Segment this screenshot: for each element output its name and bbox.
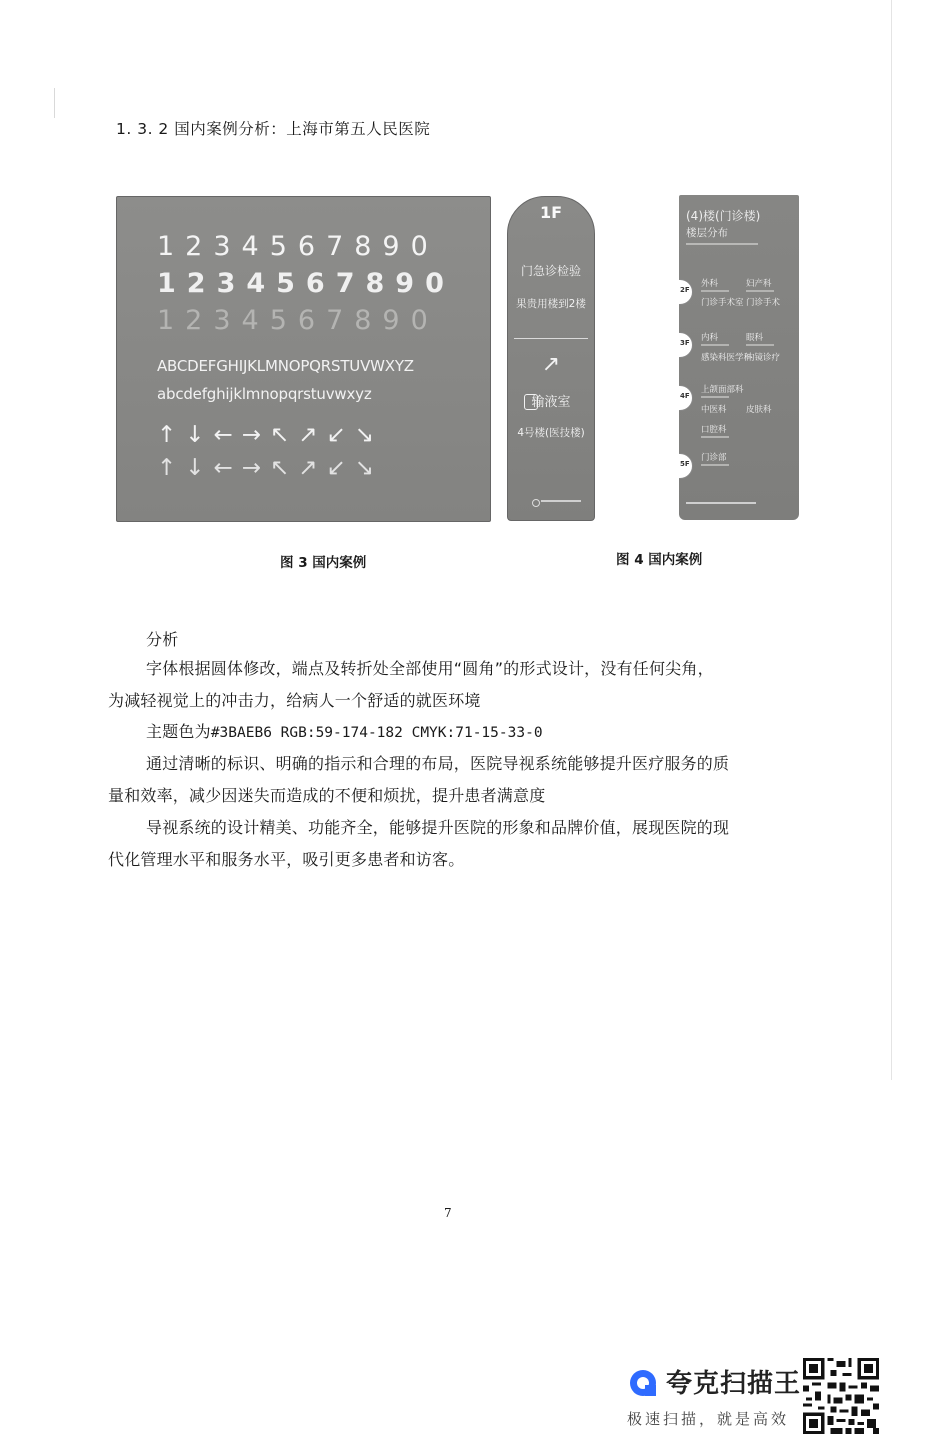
department-label: 眼科	[746, 333, 764, 343]
directory-footer-text	[686, 502, 756, 504]
sign-footer-text	[541, 500, 581, 502]
department-label: 中医科	[701, 405, 727, 415]
department-label: 内科	[701, 333, 719, 343]
sign-destination-2: 果贵用楼到2楼	[516, 298, 586, 310]
figure-3-caption: 图 3 国内案例	[280, 555, 367, 571]
page-edge-right	[891, 0, 892, 1080]
floor-tab: 4F	[679, 385, 693, 411]
digits-row-light: 1234567890	[157, 305, 439, 336]
department-label: 上颌面部科	[701, 385, 744, 395]
page-number: 7	[444, 1206, 452, 1220]
lowercase-alphabet: abcdefghijklmnopqrstuvwxyz	[157, 385, 372, 403]
floor-tab: 3F	[679, 332, 693, 358]
uppercase-alphabet: ABCDEFGHIJKLMNOPQRSTUVWXYZ	[157, 357, 414, 375]
department-label: 皮肤科	[746, 405, 772, 415]
department-subtext	[701, 464, 729, 466]
watermark-app-name: 夸克扫描王	[666, 1369, 802, 1399]
sign-divider	[514, 338, 588, 339]
department-subtext	[701, 396, 729, 398]
department-label: 内镜诊疗	[746, 353, 781, 363]
sign-destination-3: 输液室	[531, 395, 571, 410]
floor-label: 1F	[539, 203, 563, 222]
department-subtext	[701, 344, 729, 346]
department-subtext	[701, 436, 729, 438]
paragraph-1-line-1: 字体根据圆体修改，端点及转折处全部使用“圆角”的形式设计，没有任何尖角，	[146, 659, 714, 678]
arrow-up-right-icon: ↗	[541, 352, 561, 377]
floor-tab: 5F	[679, 453, 693, 479]
page-edge-left	[54, 88, 55, 118]
department-label: 外科	[701, 279, 719, 289]
paragraph-1-line-2: 为减轻视觉上的冲击力，给病人一个舒适的就医环境	[108, 691, 481, 710]
directory-subtitle: 楼层分布	[686, 227, 728, 239]
department-label: 口腔科	[701, 425, 727, 435]
paragraph-2	[146, 719, 543, 742]
department-subtext	[746, 290, 774, 292]
department-label: 门诊手术	[746, 298, 781, 308]
department-label: 妇产科	[746, 279, 772, 289]
directory-title: (4)楼(门诊楼)	[686, 209, 761, 223]
digits-row-bold: 1234567890	[157, 268, 455, 299]
figure-4-floor-directory	[679, 195, 799, 520]
paragraph-4-line-1: 导视系统的设计精美、功能齐全，能够提升医院的形象和品牌价值，展现医院的现	[146, 818, 730, 837]
quark-scan-logo-icon	[628, 1368, 658, 1398]
department-label: 感染科医学科	[701, 353, 753, 363]
arrow-set-light: ↑↓←→↖↗↙↘	[157, 455, 384, 481]
hospital-logo-icon	[532, 499, 540, 507]
figure-4-caption: 图 4 国内案例	[616, 552, 703, 568]
directory-subtitle-rule	[686, 243, 758, 245]
digits-row-regular: 1234567890	[157, 231, 439, 262]
floor-tab: 2F	[679, 279, 693, 305]
qr-code-icon	[803, 1358, 879, 1434]
department-subtext	[701, 290, 729, 292]
watermark-tagline: 极速扫描，就是高效	[627, 1410, 790, 1428]
theme-color-value: #3BAEB6 RGB:59-174-182 CMYK:71-15-33-0	[210, 725, 543, 741]
analysis-heading: 分析	[146, 630, 179, 649]
department-label: 门诊手术室	[701, 298, 744, 308]
sign-destination-1: 门急诊检验	[520, 264, 581, 278]
paragraph-4-line-2: 代化管理水平和服务水平，吸引更多患者和访客。	[108, 850, 465, 869]
section-title: 1. 3. 2 国内案例分析：上海市第五人民医院	[116, 120, 431, 138]
sign-destination-4: 4号楼(医技楼)	[517, 427, 585, 439]
theme-color-label: 主题色为	[146, 722, 211, 741]
arrow-set-bold: ↑↓←→↖↗↙↘	[157, 422, 384, 448]
paragraph-3-line-2: 量和效率，减少因迷失而造成的不便和烦扰，提升患者满意度	[108, 786, 546, 805]
department-subtext	[746, 344, 774, 346]
paragraph-3-line-1: 通过清晰的标识、明确的指示和合理的布局，医院导视系统能够提升医疗服务的质	[146, 754, 730, 773]
department-label: 门诊部	[701, 453, 727, 463]
figure-4-wayfinding-sign	[507, 196, 595, 521]
figure-3-type-specimen	[116, 196, 491, 522]
